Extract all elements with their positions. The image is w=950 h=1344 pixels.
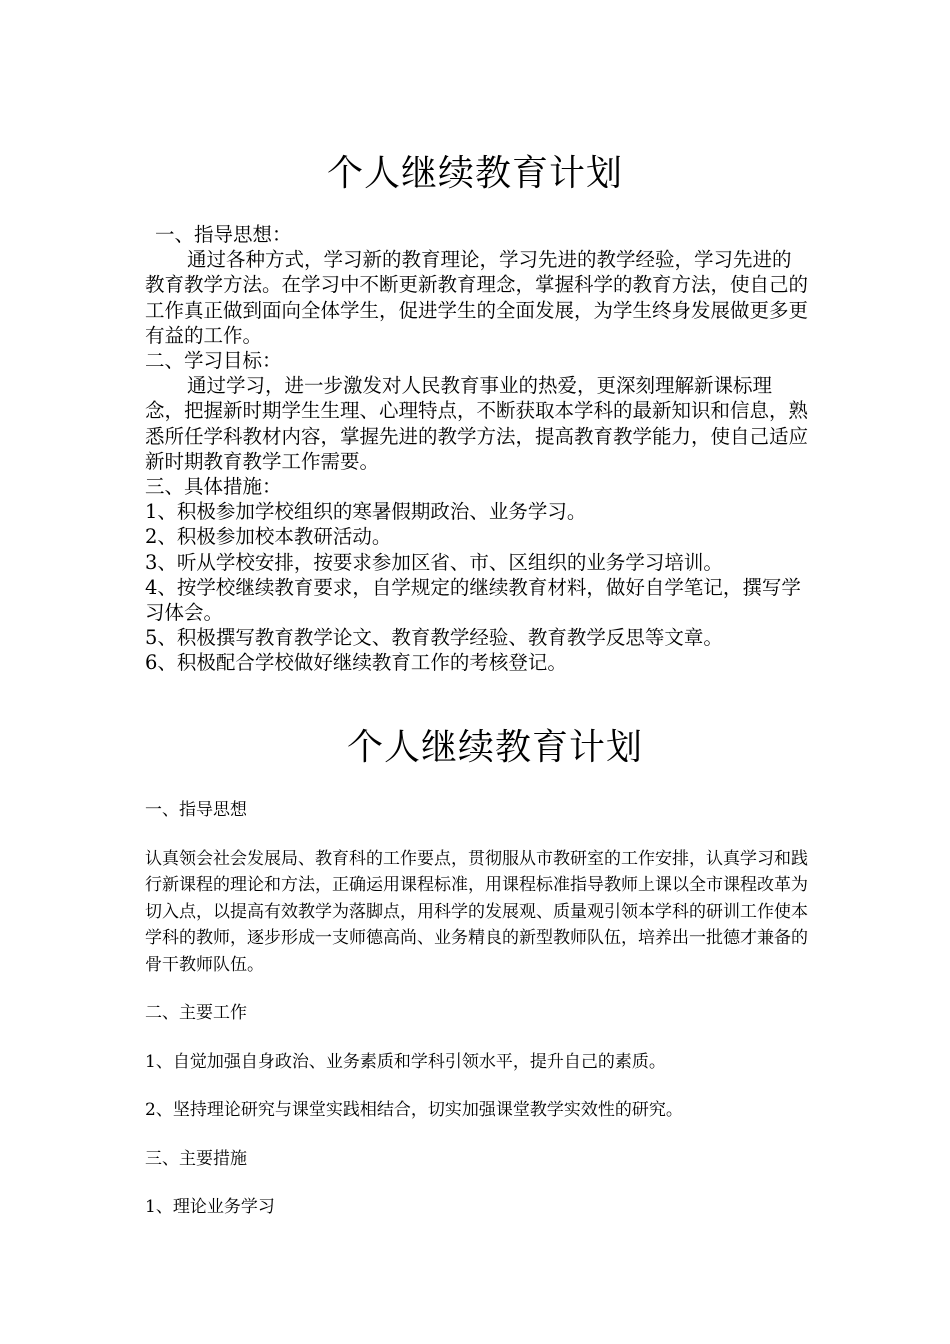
doc2-heading-main-work: 二、主要工作	[145, 1003, 247, 1023]
doc2-measure-item: 1、理论业务学习	[145, 1197, 275, 1217]
doc2-heading-guiding-thought: 一、指导思想	[145, 800, 247, 820]
doc1-heading-goals: 二、学习目标：	[145, 349, 282, 373]
doc2-work-item: 2、坚持理论研究与课堂实践相结合，切实加强课堂教学实效性的研究。	[145, 1100, 683, 1120]
doc1-measure-item: 6、积极配合学校做好继续教育工作的考核登记。	[145, 651, 567, 675]
doc1-heading-measures: 三、具体措施：	[145, 475, 282, 499]
doc1-heading-guiding-thought: 一、指导思想：	[155, 223, 292, 246]
doc1-measure-item: 3、听从学校安排，按要求参加区省、市、区组织的业务学习培训。	[145, 550, 723, 574]
doc1-paragraph-goals: 通过学习，进一步激发对人民教育事业的热爱，更深刻理解新课标理念，把握新时期学生生理、心理特点，不断获取本学科的最新知识和信息，熟悉所任学科教材内容，掌握先进的教学方法，提高教育教学能力，使自己适应新时期教育教学工作需要。	[145, 374, 809, 473]
doc2-body	[145, 797, 810, 1221]
doc2-work-item: 1、自觉加强自身政治、业务素质和学科引领水平，提升自己的素质。	[145, 1051, 666, 1072]
doc1-paragraph-guiding-thought: 通过各种方式，学习新的教育理论，学习先进的教学经验，学习先进的教育教学方法。在学习中不断更新教育理念，掌握科学的教育方法，使自己的工作真正做到面向全体学生，促进学生的全面发展，为学生终身发展做更多更有益的工作。	[145, 248, 809, 347]
doc2-heading-main-measures: 三、主要措施	[145, 1148, 247, 1169]
doc1-measure-item: 2、积极参加校本教研活动。	[145, 525, 392, 549]
doc1-body	[145, 222, 810, 676]
doc1-measure-item: 4、按学校继续教育要求，自学规定的继续教育材料，做好自学笔记，撰写学习体会。	[145, 575, 801, 625]
doc1-measure-item: 1、积极参加学校组织的寒暑假期政治、业务学习。	[145, 500, 587, 524]
doc1-title: 个人继续教育计划	[326, 153, 623, 194]
doc1-measure-item: 5、积极撰写教育教学论文、教育教学经验、教育教学反思等文章。	[145, 626, 723, 650]
doc2-paragraph-guiding-thought: 认真领会社会发展局、教育科的工作要点，贯彻服从市教研室的工作安排，认真学习和践行新课程的理论和方法，正确运用课程标准，用课程标准指导教师上课以全市课程改革为切入点，以提高有效教学为落脚点，用科学的发展观、质量观引领本学科的研训工作使本学科的教师，逐步形成一支师德高尚、业务精良的新型教师队伍，培养出一批德才兼备的骨干教师队伍。	[145, 848, 808, 975]
doc2-title: 个人继续教育计划	[346, 727, 643, 768]
